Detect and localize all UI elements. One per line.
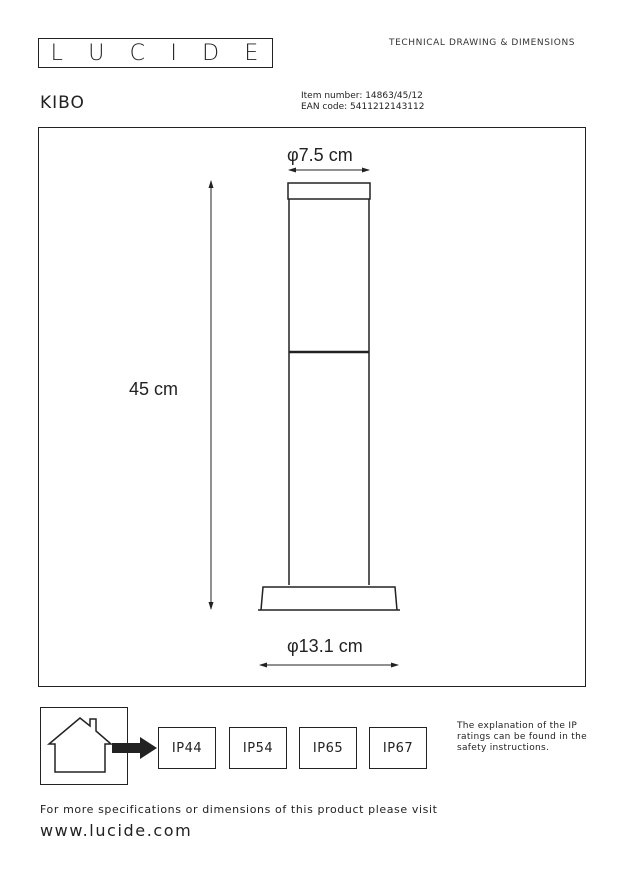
footer-text: For more specifications or dimensions of this product please visit <box>40 803 438 816</box>
website-link[interactable]: www.lucide.com <box>40 821 193 840</box>
logo-text: L U C I D E <box>50 40 261 66</box>
height-label: 45 cm <box>129 379 179 399</box>
ip-explanation: The explanation of the IP ratings can be found in the safety instructions. <box>457 721 587 753</box>
ean-code: EAN code: 5411212143112 <box>301 102 425 112</box>
ip-rating-badge: IP54 <box>229 727 287 769</box>
lamp-outline <box>258 183 400 610</box>
base-diameter-label: φ13.1 cm <box>287 636 363 656</box>
ip-rating-badge: IP44 <box>158 727 216 769</box>
house-icon-box <box>40 707 128 785</box>
top-diameter-label: φ7.5 cm <box>287 145 353 165</box>
item-number: Item number: 14863/45/12 <box>301 91 423 101</box>
ip-rating-badge: IP67 <box>369 727 427 769</box>
ip-rating-badge: IP65 <box>299 727 357 769</box>
document-type: TECHNICAL DRAWING & DIMENSIONS <box>389 38 576 48</box>
product-name: KIBO <box>40 93 85 113</box>
